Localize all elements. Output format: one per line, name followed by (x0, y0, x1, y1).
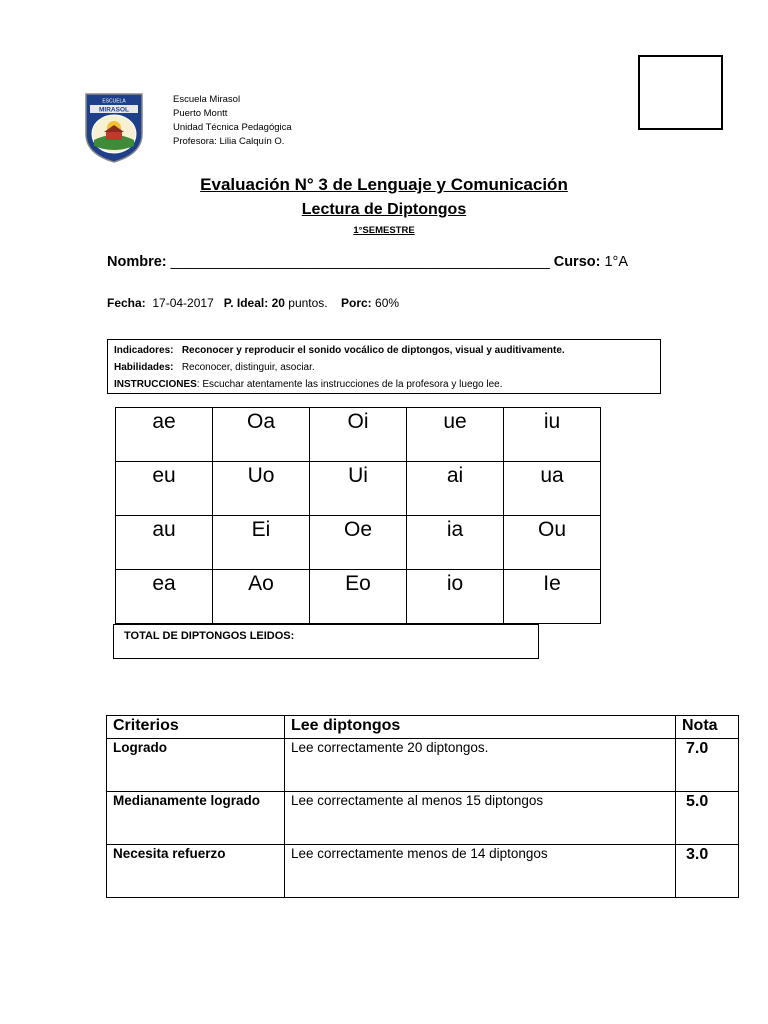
porc-label: Porc: (341, 296, 372, 310)
diphthong-cell: ua (504, 462, 601, 516)
ideal-label: P. Ideal: (223, 296, 269, 310)
name-blank[interactable]: _______________________________________________ (170, 254, 550, 270)
instrucciones-line: INSTRUCCIONES: Escuchar atentamente las instrucciones de la profesora y luego lee. (114, 379, 503, 390)
diphthong-cell: ai (407, 462, 504, 516)
meta-row (107, 296, 399, 310)
diphthong-cell: Ao (213, 570, 310, 624)
page-subtitle: Lectura de Diptongos (301, 201, 467, 218)
diphthong-cell: ue (407, 408, 504, 462)
criteria-grade: 5.0 (676, 792, 739, 845)
diphthong-cell: Eo (310, 570, 407, 624)
school-name: Escuela Mirasol (173, 94, 241, 105)
school-crest-icon (84, 92, 144, 164)
diphthong-cell: eu (116, 462, 213, 516)
diphthong-cell: Uo (213, 462, 310, 516)
diphthong-row (116, 408, 601, 462)
diphthong-table (115, 407, 601, 624)
total-box (113, 624, 539, 659)
diphthong-cell: Ou (504, 516, 601, 570)
criteria-table (106, 715, 739, 898)
diphthong-cell: Oa (213, 408, 310, 462)
criteria-header: Nota (676, 716, 739, 739)
school-info (173, 93, 292, 149)
school-teacher: Profesora: Lilia Calquín O. (173, 136, 285, 147)
total-label: TOTAL DE DIPTONGOS LEIDOS: (124, 630, 295, 642)
date-label: Fecha: (107, 296, 146, 310)
ideal-value: 20 (271, 296, 285, 310)
logo-text-top: ESCUELA (102, 98, 126, 105)
habilidades-line: Habilidades: Reconocer, distinguir, asociar. (114, 362, 315, 373)
school-unit: Unidad Técnica Pedagógica (173, 122, 292, 133)
criteria-header-row (107, 716, 739, 739)
criteria-name: Necesita refuerzo (107, 845, 285, 898)
criteria-description: Lee correctamente al menos 15 diptongos (285, 792, 676, 845)
diphthong-cell: io (407, 570, 504, 624)
date-value: 17-04-2017 (152, 296, 214, 310)
criteria-name: Logrado (107, 739, 285, 792)
diphthong-cell: ae (116, 408, 213, 462)
porc-value: 60% (375, 296, 400, 310)
criteria-grade: 3.0 (676, 845, 739, 898)
diphthong-cell: Oe (310, 516, 407, 570)
diphthong-cell: Oi (310, 408, 407, 462)
criteria-grade: 7.0 (676, 739, 739, 792)
diphthong-cell: Ie (504, 570, 601, 624)
diphthong-row (116, 570, 601, 624)
indicadores-line: Indicadores: Reconocer y reproducir el sonido vocálico de diptongos, visual y auditivamente. (114, 345, 565, 356)
criteria-header: Criterios (107, 716, 285, 739)
indicators-box (107, 339, 661, 394)
criteria-description: Lee correctamente menos de 14 diptongos (285, 845, 676, 898)
diphthong-cell: ia (407, 516, 504, 570)
grade-box (638, 55, 723, 130)
criteria-header: Lee diptongos (285, 716, 676, 739)
diphthong-row (116, 516, 601, 570)
diphthong-cell: ea (116, 570, 213, 624)
criteria-description: Lee correctamente 20 diptongos. (285, 739, 676, 792)
diphthong-cell: Ui (310, 462, 407, 516)
diphthong-cell: Ei (213, 516, 310, 570)
school-city: Puerto Montt (173, 108, 228, 119)
logo-text-name: MIRASOL (99, 106, 129, 114)
course-label: Curso: (553, 254, 601, 270)
diphthong-cell: au (116, 516, 213, 570)
school-logo (84, 92, 144, 164)
semester-label: 1°SEMESTRE (353, 225, 415, 236)
page-title: Evaluación N° 3 de Lenguaje y Comunicación (200, 175, 568, 194)
criteria-row (107, 792, 739, 845)
diphthong-cell: iu (504, 408, 601, 462)
name-label: Nombre: (107, 254, 167, 270)
ideal-unit: puntos. (288, 296, 328, 310)
course-value: 1°A (604, 254, 629, 270)
criteria-row (107, 845, 739, 898)
criteria-row (107, 739, 739, 792)
diphthong-row (116, 462, 601, 516)
criteria-name: Medianamente logrado (107, 792, 285, 845)
student-row (107, 254, 628, 270)
